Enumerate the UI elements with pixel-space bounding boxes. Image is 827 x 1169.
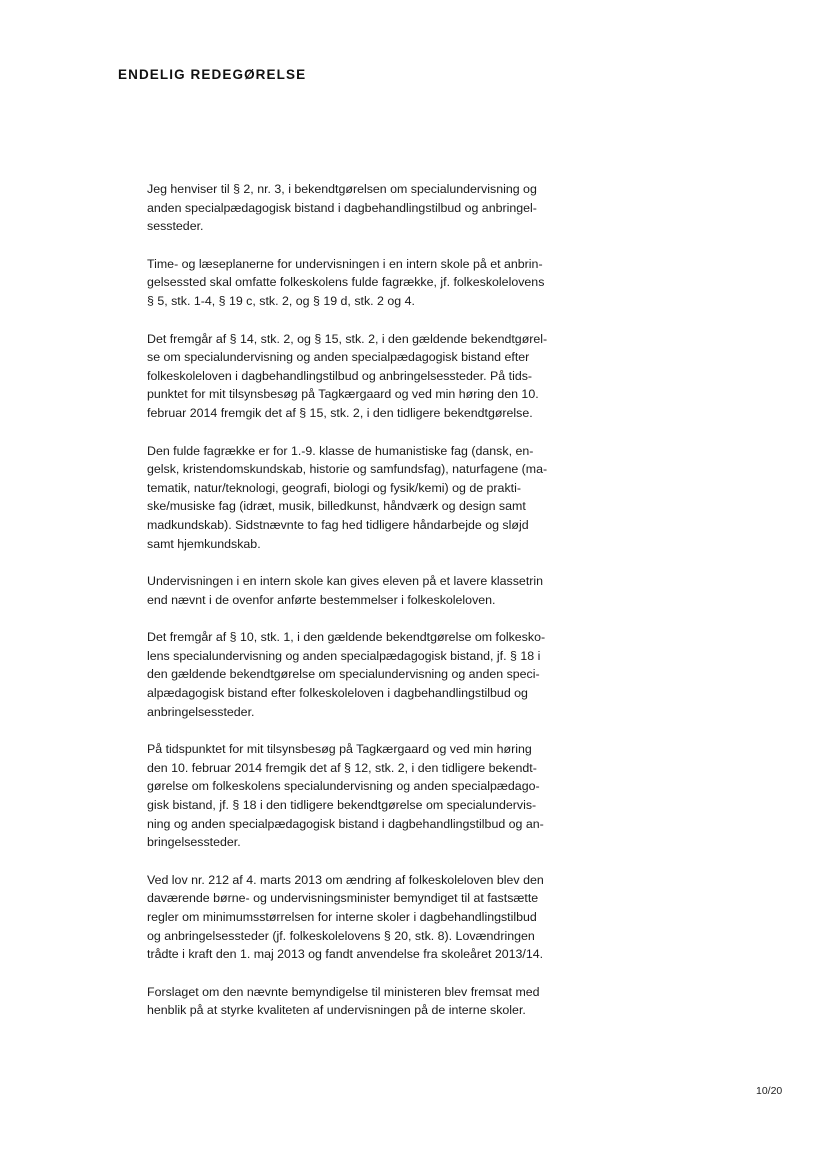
text-line: februar 2014 fremgik det af § 15, stk. 2, i den tidligere bekendtgørelse. — [147, 405, 533, 420]
text-line: daværende børne- og undervisningsminister bemyndiget til at fastsætte — [147, 891, 539, 906]
paragraph — [147, 871, 587, 964]
text-line: Det fremgår af § 10, stk. 1, i den gældende bekendtgørelse om folkesko- — [147, 630, 546, 645]
text-line: alpædagogisk bistand efter folkeskoleloven i dagbehandlingstilbud og — [147, 686, 528, 701]
paragraph — [147, 740, 587, 852]
paragraph — [147, 628, 587, 721]
text-line: gelsk, kristendomskundskab, historie og samfundsfag), naturfagene (ma- — [147, 462, 548, 477]
paragraph — [147, 255, 587, 311]
text-line: punktet for mit tilsynsbesøg på Tagkærgaard og ved min høring den 10. — [147, 387, 539, 402]
document-body — [147, 180, 587, 1039]
text-line: den gældende bekendtgørelse om specialundervisning og anden speci- — [147, 667, 540, 682]
text-line: madkundskab). Sidstnævnte to fag hed tidligere håndarbejde og sløjd — [147, 517, 529, 532]
page-number: 10/20 — [756, 1085, 783, 1097]
text-line: trådte i kraft den 1. maj 2013 og fandt anvendelse fra skoleåret 2013/14. — [147, 947, 544, 962]
text-line: sessteder. — [147, 219, 204, 234]
text-line: ske/musiske fag (idræt, musik, billedkunst, håndværk og design samt — [147, 499, 526, 514]
text-line: folkeskoleloven i dagbehandlingstilbud og anbringelsessteder. På tids- — [147, 368, 533, 383]
text-line: Forslaget om den nævnte bemyndigelse til ministeren blev fremsat med — [147, 984, 540, 999]
text-line: samt hjemkundskab. — [147, 536, 261, 551]
text-line: På tidspunktet for mit tilsynsbesøg på Tagkærgaard og ved min høring — [147, 742, 532, 757]
text-line: gelsessted skal omfatte folkeskolens fulde fagrække, jf. folkeskolelovens — [147, 275, 545, 290]
text-line: Den fulde fagrække er for 1.-9. klasse de humanistiske fag (dansk, en- — [147, 443, 534, 458]
text-line: Undervisningen i en intern skole kan gives eleven på et lavere klassetrin — [147, 574, 544, 589]
text-line: lens specialundervisning og anden specialpædagogisk bistand, jf. § 18 i — [147, 648, 541, 663]
paragraph — [147, 330, 587, 423]
text-line: anden specialpædagogisk bistand i dagbehandlingstilbud og anbringel- — [147, 200, 537, 215]
text-line: Jeg henviser til § 2, nr. 3, i bekendtgørelsen om specialundervisning og — [147, 182, 537, 196]
paragraph — [147, 180, 587, 236]
paragraph — [147, 572, 587, 609]
text-line: og anbringelsessteder (jf. folkeskolelovens § 20, stk. 8). Lovændringen — [147, 928, 535, 943]
text-line: se om specialundervisning og anden specialpædagogisk bistand efter — [147, 350, 530, 365]
text-line: gørelse om folkeskolens specialundervisning og anden specialpædago- — [147, 779, 540, 794]
text-line: regler om minimumsstørrelsen for interne skoler i dagbehandlingstilbud — [147, 910, 537, 924]
document-title: ENDELIG REDEGØRELSE — [118, 67, 307, 82]
paragraph — [147, 983, 587, 1020]
text-line: bringelsessteder. — [147, 835, 241, 850]
text-line: Det fremgår af § 14, stk. 2, og § 15, stk. 2, i den gældende bekendtgørel- — [147, 331, 548, 346]
text-line: anbringelsessteder. — [147, 704, 255, 719]
paragraph — [147, 442, 587, 554]
text-line: den 10. februar 2014 fremgik det af § 12, stk. 2, i den tidligere bekendt- — [147, 760, 537, 775]
text-line: end nævnt i de ovenfor anførte bestemmelser i folkeskoleloven. — [147, 592, 496, 607]
text-line: tematik, natur/teknologi, geografi, biologi og fysik/kemi) og de prakti- — [147, 480, 521, 495]
text-line: gisk bistand, jf. § 18 i den tidligere bekendtgørelse om specialundervis- — [147, 798, 537, 813]
text-line: Time- og læseplanerne for undervisningen i en intern skole på et anbrin- — [147, 256, 543, 271]
text-line: henblik på at styrke kvaliteten af undervisningen på de interne skoler. — [147, 1003, 526, 1018]
text-line: § 5, stk. 1-4, § 19 c, stk. 2, og § 19 d, stk. 2 og 4. — [147, 293, 415, 308]
text-line: Ved lov nr. 212 af 4. marts 2013 om ændring af folkeskoleloven blev den — [147, 872, 544, 887]
text-line: ning og anden specialpædagogisk bistand i dagbehandlingstilbud og an- — [147, 816, 544, 831]
